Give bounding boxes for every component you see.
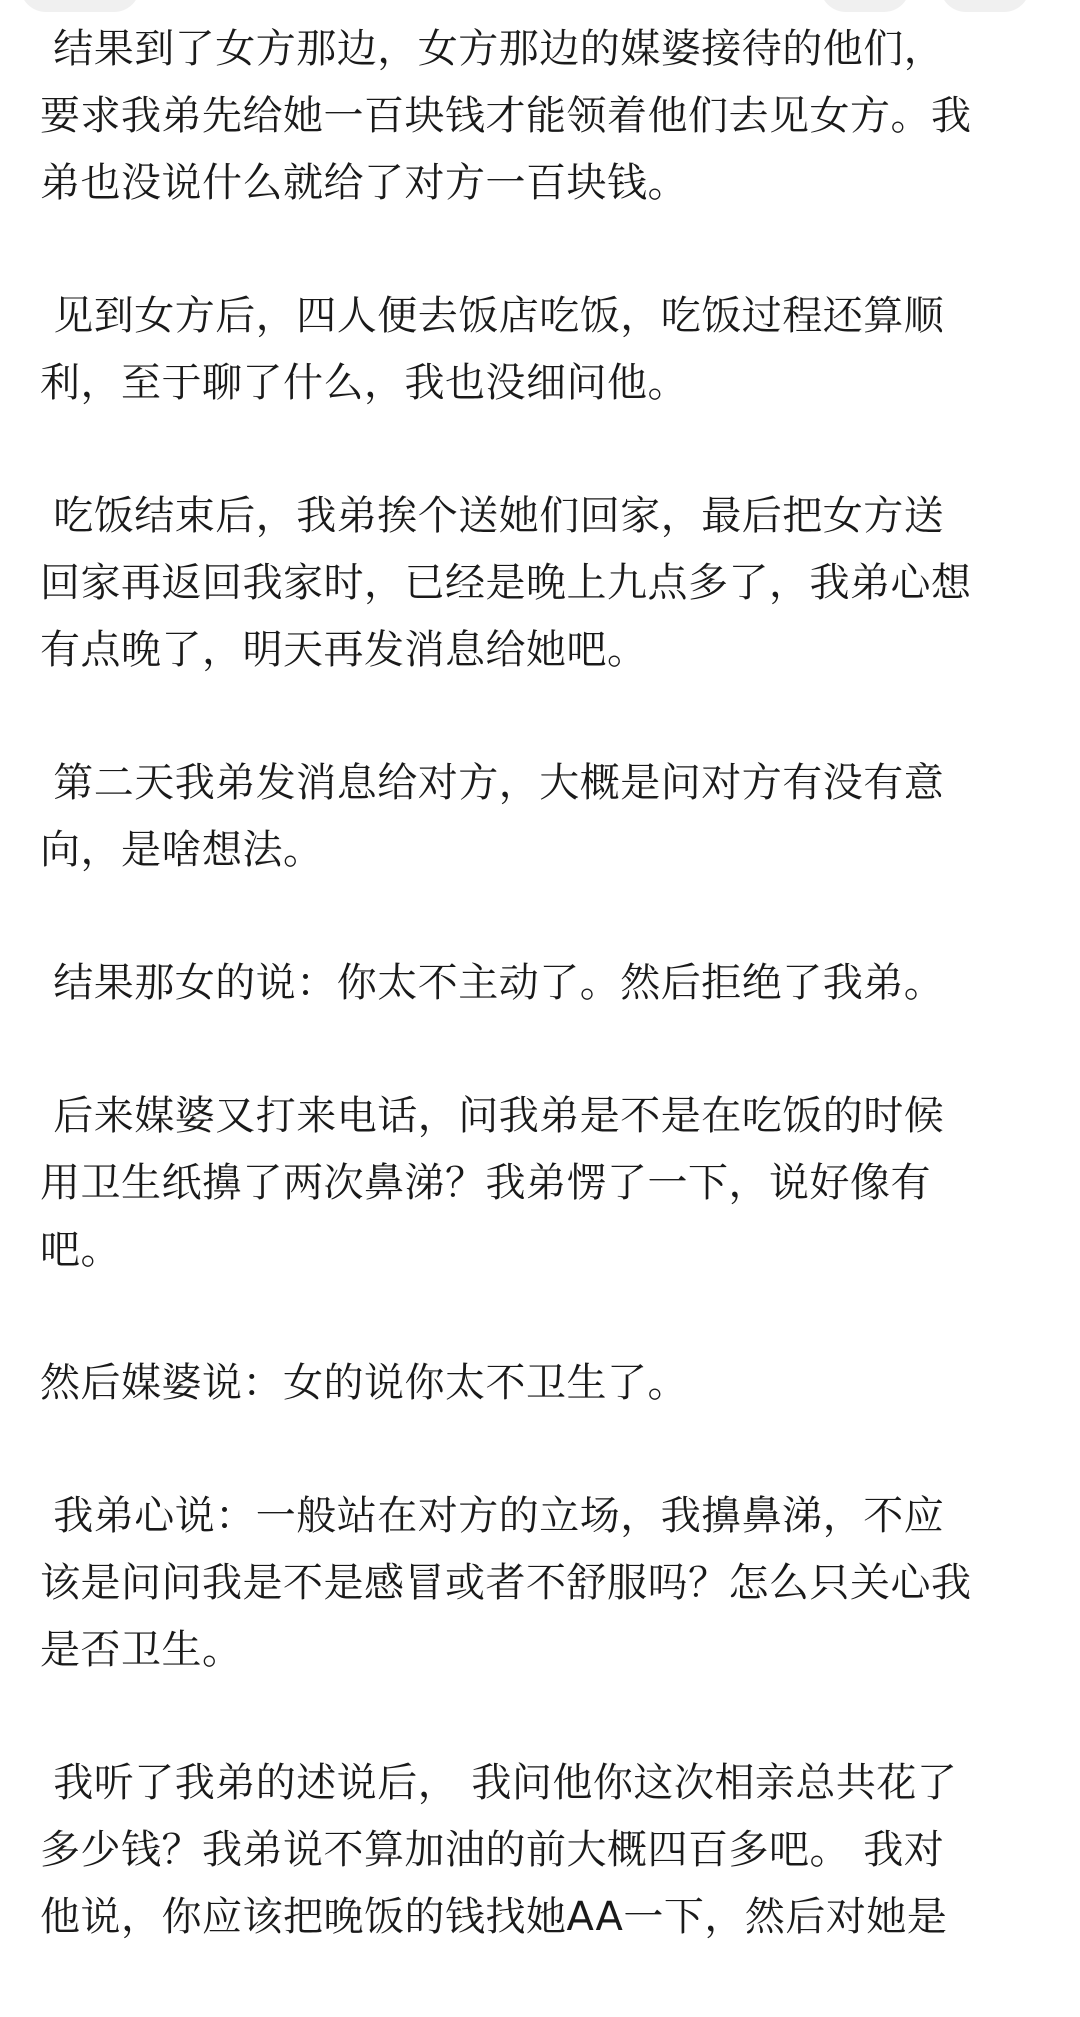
paragraph-8: 我弟心说：一般站在对方的立场，我擤鼻涕，不应 该是问问我是不是感冒或者不舒服吗？怎么只关心我 是否卫生。 [40, 1493, 972, 1673]
paragraph-6: 后来媒婆又打来电话，问我弟是不是在吃饭的时候 用卫生纸擤了两次鼻涕？我弟愣了一下，说好像有 吧。 [40, 1093, 945, 1273]
paragraph-2: 见到女方后，四人便去饭店吃饭，吃饭过程还算顺 利，至于聊了什么，我也没细问他。 [40, 293, 945, 406]
paragraph-4: 第二天我弟发消息给对方，大概是问对方有没有意 向，是啥想法。 [40, 760, 945, 873]
paragraph-3: 吃饭结束后，我弟挨个送她们回家，最后把女方送 回家再返回我家时，已经是晚上九点多了，我弟心想 有点晚了，明天再发消息给她吧。 [40, 493, 972, 673]
article-body [40, 16, 1040, 2017]
paragraph-7: 然后媒婆说：女的说你太不卫生了。 [40, 1360, 688, 1406]
top-decoration-right-1 [820, 0, 910, 12]
top-decoration-left [20, 0, 140, 12]
top-decoration-right-2 [940, 0, 1030, 12]
paragraph-1: 结果到了女方那边，女方那边的媒婆接待的他们， 要求我弟先给她一百块钱才能领着他们去见女方。我 弟也没说什么就给了对方一百块钱。 [40, 26, 972, 206]
paragraph-9: 我听了我弟的述说后， 我问他你这次相亲总共花了 多少钱？我弟说不算加油的前大概四百多吧。 我对 他说，你应该把晚饭的钱找她AA一下，然后对她是 [40, 1760, 958, 1940]
paragraph-5: 结果那女的说：你太不主动了。然后拒绝了我弟。 [40, 960, 945, 1006]
